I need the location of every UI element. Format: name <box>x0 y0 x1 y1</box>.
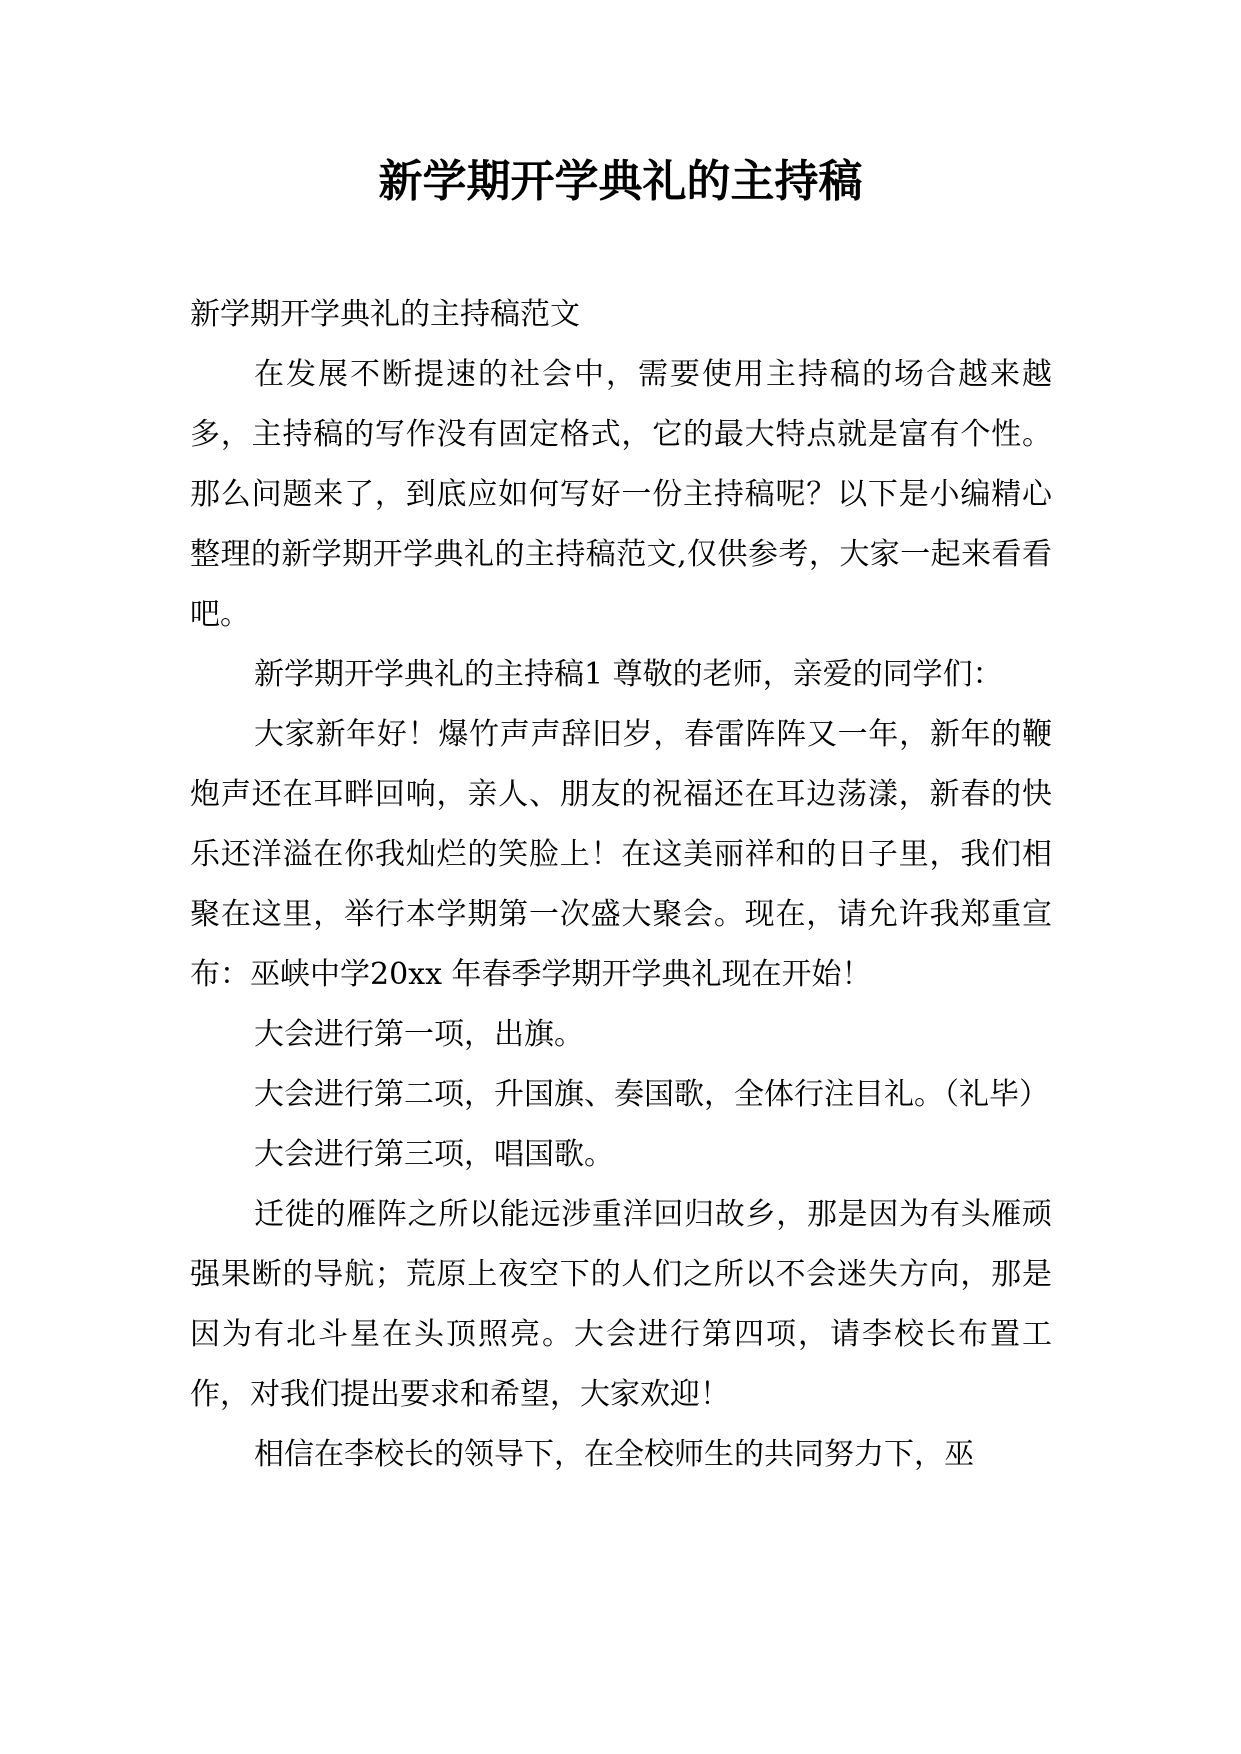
paragraph-greeting: 新学期开学典礼的主持稿1 尊敬的老师，亲爱的同学们： <box>254 657 1003 692</box>
paragraph-opening: 大家新年好！爆竹声声辞旧岁，春雷阵阵又一年，新年的鞭炮声还在耳畔回响，亲人、朋友的祝福还在耳边荡漾，新春的快乐还洋溢在你我灿烂的笑脸上！在这美丽祥和的日子里，我们相聚在这里，举行本学期第一次盛大聚会。现在，请允许我郑重宣布：巫峡中学20xx 年春季学期开学典礼现在开始！ <box>190 717 1052 992</box>
paragraph-intro: 在发展不断提速的社会中，需要使用主持稿的场合越来越多，主持稿的写作没有固定格式，它的最大特点就是富有个性。那么问题来了，到底应如何写好一份主持稿呢？以下是小编精心整理的新学期开学典礼的主持稿范文,仅供参考，大家一起来看看吧。 <box>190 357 1052 632</box>
paragraph-item-1: 大会进行第一项，出旗。 <box>254 1017 584 1052</box>
paragraph-item-2: 大会进行第二项，升国旗、奏国歌，全体行注目礼。（礼毕） <box>254 1077 1049 1112</box>
document-subtitle: 新学期开学典礼的主持稿范文 <box>190 297 580 332</box>
document-title: 新学期开学典礼的主持稿 <box>378 156 863 207</box>
paragraph-closing: 相信在李校长的领导下，在全校师生的共同努力下，巫 <box>254 1437 974 1472</box>
document-body <box>190 285 1052 1485</box>
paragraph-item-4: 迁徙的雁阵之所以能远涉重洋回归故乡，那是因为有头雁顽强果断的导航；荒原上夜空下的人们之所以不会迷失方向，那是因为有北斗星在头顶照亮。大会进行第四项，请李校长布置工作，对我们提出要求和希望，大家欢迎！ <box>190 1197 1052 1412</box>
paragraph-item-3: 大会进行第三项，唱国歌。 <box>254 1137 614 1172</box>
